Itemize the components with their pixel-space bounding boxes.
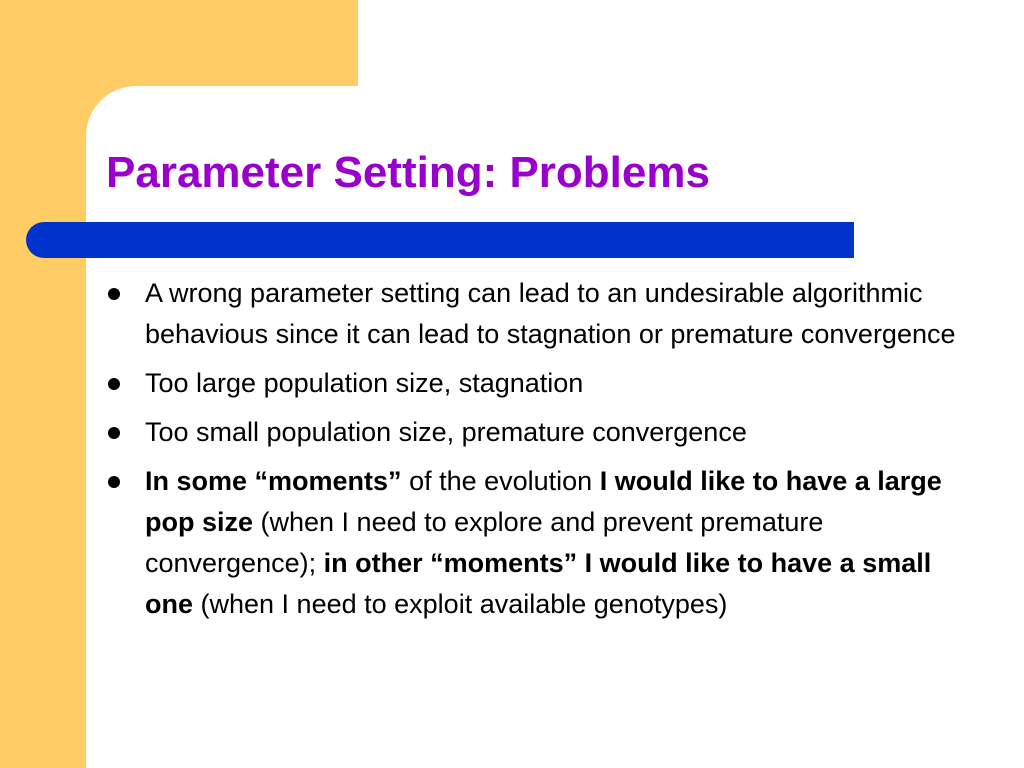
bullet-list [105, 273, 965, 633]
bullet-item [105, 412, 965, 453]
slide-title: Parameter Setting: Problems [106, 148, 710, 197]
bullet-dot-icon [108, 427, 120, 439]
bullet-text: (when I need to explore and prevent premature convergence); [145, 507, 824, 578]
bullet-text-bold: In some “moments” [145, 466, 402, 496]
bullet-dot-icon [108, 476, 120, 488]
bullet-item [105, 363, 965, 404]
bullet-dot-icon [108, 378, 120, 390]
bullet-text: Too large population size, stagnation [145, 368, 584, 398]
bullet-text: (when I need to exploit available genotypes) [193, 589, 728, 619]
bullet-text: Too small population size, premature convergence [145, 417, 747, 447]
bullet-text: of the evolution [401, 466, 600, 496]
title-underline-bar [26, 222, 854, 258]
bullet-text-bold: in other “moments” I would like to have a small one [145, 548, 932, 619]
bullet-text-bold: I would like to have a large pop size [145, 466, 942, 537]
bullet-item [105, 461, 965, 625]
bullet-text: A wrong parameter setting can lead to an undesirable algorithmic behavious since it can lead to stagnation or premature convergence [145, 278, 956, 349]
bullet-dot-icon [108, 288, 120, 300]
bullet-item [105, 273, 965, 355]
